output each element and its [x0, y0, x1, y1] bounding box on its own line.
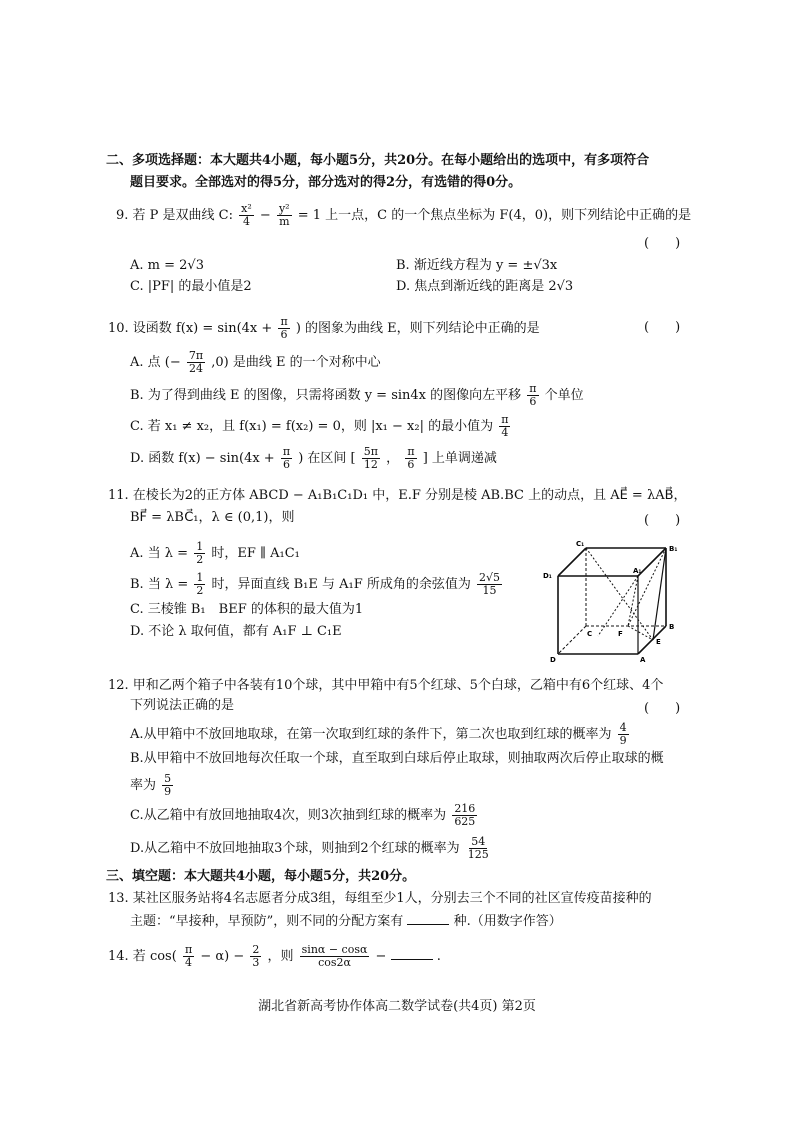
line-f-e — [628, 626, 653, 640]
q10-a-frac — [187, 350, 205, 375]
q10-a-frac-den: 24 — [189, 362, 203, 375]
q12-a-pre: A.从甲箱中不放回地取球，在第一次取到红球的条件下，第二次也取到红球的概率为 — [130, 727, 612, 742]
label-e: E — [656, 638, 661, 646]
label-c1: C₁ — [576, 540, 585, 548]
q14-mid1: − α) − — [200, 949, 245, 964]
q14-frac1 — [183, 944, 194, 969]
q14-end: . — [436, 949, 441, 964]
q10-b-frac-num: π — [529, 382, 537, 395]
q14-frac2-num: 2 — [252, 943, 260, 956]
q10-stem-frac — [278, 316, 289, 341]
q12-d-frac — [466, 836, 491, 861]
q14-frac3-den: cos2α — [318, 956, 351, 969]
q11-b-frac2 — [477, 572, 502, 597]
edge-c-d-hidden — [558, 626, 586, 654]
q10-option-a — [130, 350, 381, 375]
q10-d-frac2-num: 5π — [363, 445, 379, 458]
q12-c-frac-num: 216 — [454, 802, 476, 815]
q12-c-frac-den: 625 — [454, 815, 476, 828]
q12-a-frac-den: 9 — [619, 734, 627, 747]
q11-a-post: 时，EF ∥ A₁C₁ — [211, 546, 300, 561]
label-d: D — [550, 656, 556, 664]
line-a1-diag — [598, 576, 638, 636]
q10-a-frac-num: 7π — [188, 349, 204, 362]
section2-title-line2: 题目要求。全部选对的得5分，部分选对的得2分，有选错的得0分。 — [130, 175, 522, 190]
q12-stem-line1: 12. 甲和乙两个箱子中各装有10个球，其中甲箱中有5个红球、5个白球，乙箱中有6个红球、4个 — [108, 678, 664, 693]
label-c: C — [587, 630, 593, 638]
q11-a-frac-den: 2 — [196, 553, 204, 566]
q12-a-frac — [618, 722, 629, 747]
q10-d-frac3-den: 6 — [407, 458, 415, 471]
q10-stem — [108, 316, 540, 341]
q12-c-frac — [452, 803, 477, 828]
q14-answer-blank[interactable] — [391, 947, 433, 960]
q11-option-c: C. 三棱锥 B₁ BEF 的体积的最大值为1 — [130, 602, 364, 617]
edge-b-a — [638, 626, 666, 654]
q12-b-frac — [162, 773, 173, 798]
q10-d-frac2 — [362, 446, 380, 471]
q9-frac2-num: y² — [278, 202, 290, 215]
q10-d-frac2-den: 12 — [363, 458, 378, 471]
section3-title: 三、填空题：本大题共4小题，每小题5分，共20分。 — [106, 869, 416, 884]
q11-a-frac-num: 1 — [196, 540, 204, 553]
q12-option-a — [130, 722, 631, 747]
q14-frac2 — [250, 944, 261, 969]
cube-figure — [538, 536, 688, 666]
q10-d-comma: ， — [386, 451, 400, 466]
q12-d-frac-num: 54 — [471, 835, 486, 848]
q9-frac1 — [239, 203, 254, 228]
q10-stem-post: ) 的图象为曲线 E，则下列结论中正确的是 — [295, 321, 540, 336]
q11-b-frac-num: 1 — [196, 571, 204, 584]
q9-minus: − — [259, 208, 271, 223]
q10-c-frac-den: 4 — [501, 426, 509, 439]
label-b1: B₁ — [669, 545, 678, 553]
q10-a-pre: A. 点 (− — [130, 355, 181, 370]
q9-frac2-den: m — [279, 215, 290, 228]
q10-stem-frac-num: π — [280, 315, 288, 328]
q10-d-frac3-num: π — [407, 445, 415, 458]
q14-pre: 14. 若 cos( — [108, 949, 177, 964]
q9-stem-post: = 1 上一点，C 的一个焦点坐标为 F(4，0)，则下列结论中正确的是 — [297, 208, 692, 223]
q12-option-c — [130, 803, 479, 828]
q10-b-pre: B. 为了得到曲线 E 的图像，只需将函数 y = sin4x 的图像向左平移 — [130, 388, 522, 403]
q14-stem — [108, 944, 441, 969]
label-b: B — [669, 623, 675, 631]
q11-b-frac-den: 2 — [196, 584, 204, 597]
q10-stem-pre: 10. 设函数 f(x) = sin(4x + — [108, 321, 273, 336]
q10-d-post: ] 上单调递减 — [422, 451, 497, 466]
q12-d-frac-den: 125 — [467, 848, 489, 861]
line-b1-e — [653, 548, 666, 640]
q12-b-frac-den: 9 — [164, 785, 172, 798]
q11-b-frac2-num: 2√5 — [479, 571, 501, 584]
q12-option-b-line2 — [130, 773, 175, 798]
edge-d1-c1 — [558, 548, 586, 576]
q12-b-pre: 率为 — [130, 778, 157, 793]
q14-mid2: ，则 — [267, 949, 294, 964]
q11-option-d: D. 不论 λ 取何值，都有 A₁F ⊥ C₁E — [130, 624, 342, 639]
q11-answer-paren: ( ) — [644, 513, 681, 528]
q14-frac1-num: π — [184, 943, 193, 956]
q13-line2-post: 种.（用数字作答） — [453, 914, 562, 929]
q10-d-frac1 — [281, 446, 292, 471]
q10-a-post: ,0) 是曲线 E 的一个对称中心 — [211, 355, 381, 370]
q14-frac2-den: 3 — [252, 956, 260, 969]
q11-b-frac2-den: 15 — [482, 584, 497, 597]
q12-option-d — [130, 836, 493, 861]
q11-b-post: 时，异面直线 B₁E 与 A₁F 所成角的余弦值为 — [211, 577, 471, 592]
q9-option-d: D. 焦点到渐近线的距离是 2√3 — [396, 279, 574, 294]
q11-b-pre: B. 当 λ = — [130, 577, 189, 592]
q10-option-d — [130, 446, 497, 471]
q10-b-post: 个单位 — [544, 388, 584, 403]
q12-c-pre: C.从乙箱中有放回地抽取4次，则3次抽到红球的概率为 — [130, 808, 447, 823]
q10-stem-frac-den: 6 — [280, 328, 288, 341]
label-f: F — [618, 630, 623, 638]
q9-frac1-num: x² — [241, 202, 252, 215]
q10-c-frac-num: π — [501, 413, 509, 426]
q11-b-frac — [194, 572, 205, 597]
q11-a-frac — [194, 541, 205, 566]
q9-stem — [116, 203, 691, 228]
q13-line2 — [130, 912, 562, 931]
page-footer: 湖北省新高考协作体高二数学试卷(共4页) 第2页 — [258, 999, 536, 1014]
label-a: A — [640, 656, 646, 664]
label-d1: D₁ — [543, 572, 552, 580]
q13-answer-blank[interactable] — [407, 912, 449, 925]
q12-d-pre: D.从乙箱中不放回地抽取3个球，则抽到2个红球的概率为 — [130, 841, 460, 856]
q13-line1: 13. 某社区服务站将4名志愿者分成3组，每组至少1人，分别去三个不同的社区宣传疫苗接种的 — [108, 891, 652, 906]
q11-option-a — [130, 541, 300, 566]
q10-option-b — [130, 383, 584, 408]
q10-b-frac — [527, 383, 538, 408]
q11-option-b — [130, 572, 504, 597]
q10-d-frac1-den: 6 — [282, 458, 290, 471]
q9-option-c: C. |PF| 的最小值是2 — [130, 279, 252, 294]
q12-a-frac-num: 4 — [619, 721, 627, 734]
q10-c-pre: C. 若 x₁ ≠ x₂，且 f(x₁) = f(x₂) = 0，则 |x₁ − x₂| 的最小值为 — [130, 419, 494, 434]
q10-answer-paren: ( ) — [644, 320, 681, 335]
q14-frac3-num: sinα − cosα — [301, 943, 368, 956]
q9-option-a: A. m = 2√3 — [130, 258, 204, 273]
q12-stem-line2: 下列说法正确的是 — [130, 698, 235, 713]
section2-title-line1: 二、多项选择题：本大题共4小题，每小题5分，共20分。在每小题给出的选项中，有多项符合 — [106, 153, 650, 168]
q9-answer-paren: ( ) — [644, 236, 681, 251]
q10-d-frac3 — [405, 446, 416, 471]
q12-b-frac-num: 5 — [164, 772, 172, 785]
q10-c-frac — [499, 414, 510, 439]
q9-frac1-den: 4 — [242, 215, 250, 228]
q10-d-mid: ) 在区间 [ — [298, 451, 356, 466]
q11-a-pre: A. 当 λ = — [130, 546, 189, 561]
q14-frac3 — [300, 944, 370, 969]
q10-d-frac1-num: π — [282, 445, 291, 458]
q11-stem-line2: BF⃗ = λBC⃗₁，λ ∈ (0,1)，则 — [130, 510, 295, 525]
q10-d-pre: D. 函数 f(x) − sin(4x + — [130, 451, 275, 466]
label-a1: A₁ — [633, 567, 642, 575]
q14-frac1-den: 4 — [185, 956, 193, 969]
q9-stem-pre: 9. 若 P 是双曲线 C: — [116, 208, 234, 223]
q14-post: − — [375, 949, 387, 964]
q9-frac2 — [277, 203, 292, 228]
q10-b-frac-den: 6 — [529, 395, 537, 408]
q9-option-b: B. 渐近线方程为 y = ±√3x — [396, 258, 558, 273]
q13-line2-pre: 主题：“早接种，早预防”，则不同的分配方案有 — [130, 914, 404, 929]
q11-stem-line1: 11. 在棱长为2的正方体 ABCD − A₁B₁C₁D₁ 中，E.F 分别是棱 AB.BC 上的动点，且 AE⃗ = λAB⃗， — [108, 488, 687, 503]
edge-b1-a1 — [638, 548, 666, 576]
q12-answer-paren: ( ) — [644, 701, 681, 716]
q10-option-c — [130, 414, 512, 439]
q12-option-b-line1: B.从甲箱中不放回地每次任取一个球，直至取到白球后停止取球，则抽取两次后停止取球的概 — [130, 751, 664, 766]
